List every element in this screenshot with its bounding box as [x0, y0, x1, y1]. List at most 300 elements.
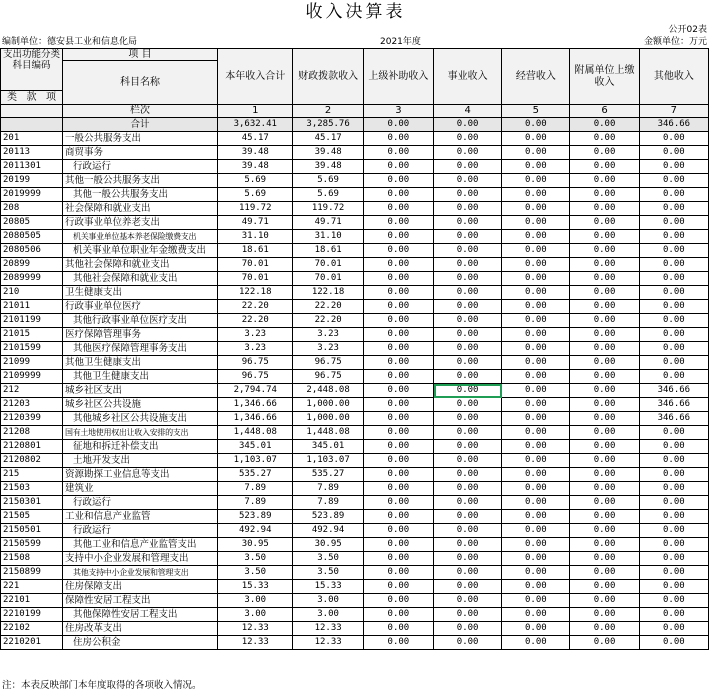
value-cell[interactable]: 0.00 — [363, 384, 433, 398]
value-cell[interactable]: 12.33 — [293, 622, 363, 636]
subject-name-cell[interactable]: 医疗保障管理事务 — [63, 328, 218, 342]
value-cell[interactable]: 0.00 — [502, 440, 570, 454]
subject-code-cell[interactable]: 221 — [1, 580, 63, 594]
value-cell[interactable]: 0.00 — [434, 440, 502, 454]
value-cell[interactable]: 1,448.08 — [293, 426, 363, 440]
value-cell[interactable]: 96.75 — [293, 356, 363, 370]
value-cell[interactable]: 30.95 — [218, 538, 293, 552]
value-cell[interactable]: 0.00 — [639, 160, 708, 174]
value-cell[interactable]: 0.00 — [363, 272, 433, 286]
value-cell[interactable]: 0.00 — [639, 552, 708, 566]
value-cell[interactable]: 0.00 — [570, 622, 639, 636]
value-cell[interactable]: 1,346.66 — [218, 412, 293, 426]
value-cell[interactable]: 5.69 — [218, 188, 293, 202]
value-cell[interactable]: 0.00 — [363, 426, 433, 440]
value-cell[interactable]: 0.00 — [363, 132, 433, 146]
value-cell[interactable]: 0.00 — [570, 272, 639, 286]
value-cell[interactable]: 39.48 — [293, 146, 363, 160]
value-cell[interactable]: 0.00 — [502, 300, 570, 314]
value-cell[interactable]: 0.00 — [363, 230, 433, 244]
subject-code-cell[interactable]: 2101599 — [1, 342, 63, 356]
value-cell[interactable]: 0.00 — [434, 552, 502, 566]
value-cell[interactable]: 0.00 — [570, 566, 639, 580]
value-cell[interactable]: 0.00 — [639, 370, 708, 384]
subject-name-cell[interactable]: 行政运行 — [63, 496, 218, 510]
value-cell[interactable]: 0.00 — [363, 258, 433, 272]
total-cell[interactable]: 3,285.76 — [293, 118, 363, 132]
value-cell[interactable]: 22.20 — [218, 314, 293, 328]
value-cell[interactable]: 39.48 — [293, 160, 363, 174]
value-cell[interactable]: 0.00 — [434, 580, 502, 594]
total-code-cell[interactable] — [1, 118, 63, 132]
value-cell[interactable]: 0.00 — [363, 202, 433, 216]
subject-code-cell[interactable]: 2210199 — [1, 608, 63, 622]
value-cell[interactable]: 0.00 — [434, 146, 502, 160]
value-cell[interactable]: 70.01 — [293, 272, 363, 286]
value-cell[interactable]: 5.69 — [293, 188, 363, 202]
value-cell[interactable]: 0.00 — [570, 580, 639, 594]
subject-code-cell[interactable]: 2109999 — [1, 370, 63, 384]
value-cell[interactable]: 0.00 — [502, 258, 570, 272]
value-cell[interactable]: 18.61 — [218, 244, 293, 258]
value-cell[interactable]: 15.33 — [293, 580, 363, 594]
value-cell[interactable]: 0.00 — [434, 300, 502, 314]
value-cell[interactable]: 0.00 — [502, 356, 570, 370]
value-cell[interactable]: 1,000.00 — [293, 398, 363, 412]
subject-code-cell[interactable]: 215 — [1, 468, 63, 482]
value-cell[interactable]: 0.00 — [502, 538, 570, 552]
value-cell[interactable]: 0.00 — [502, 594, 570, 608]
value-cell[interactable]: 7.89 — [218, 496, 293, 510]
value-cell[interactable]: 7.89 — [218, 482, 293, 496]
subject-name-cell[interactable]: 机关事业单位职业年金缴费支出 — [63, 244, 218, 258]
subject-name-cell[interactable]: 保障性安居工程支出 — [63, 594, 218, 608]
value-cell[interactable]: 0.00 — [434, 230, 502, 244]
value-cell[interactable]: 0.00 — [502, 412, 570, 426]
subject-code-cell[interactable]: 21505 — [1, 510, 63, 524]
value-cell[interactable]: 0.00 — [639, 440, 708, 454]
value-cell[interactable]: 0.00 — [363, 300, 433, 314]
value-cell[interactable]: 0.00 — [434, 482, 502, 496]
value-cell[interactable]: 3.00 — [218, 608, 293, 622]
value-cell[interactable]: 7.89 — [293, 482, 363, 496]
subject-name-cell[interactable]: 工业和信息产业监管 — [63, 510, 218, 524]
value-cell[interactable]: 346.66 — [639, 384, 708, 398]
value-cell[interactable]: 0.00 — [363, 356, 433, 370]
total-cell[interactable]: 0.00 — [434, 118, 502, 132]
subject-code-cell[interactable]: 21011 — [1, 300, 63, 314]
value-cell[interactable]: 0.00 — [639, 594, 708, 608]
value-cell[interactable]: 1,000.00 — [293, 412, 363, 426]
value-cell[interactable]: 3.50 — [293, 566, 363, 580]
value-cell[interactable]: 0.00 — [434, 244, 502, 258]
value-cell[interactable]: 96.75 — [293, 370, 363, 384]
value-cell[interactable]: 0.00 — [434, 636, 502, 650]
value-cell[interactable]: 0.00 — [434, 468, 502, 482]
value-cell[interactable]: 0.00 — [363, 454, 433, 468]
value-cell[interactable]: 0.00 — [639, 580, 708, 594]
subject-name-cell[interactable]: 城乡社区公共设施 — [63, 398, 218, 412]
value-cell[interactable]: 0.00 — [502, 314, 570, 328]
value-cell[interactable]: 45.17 — [218, 132, 293, 146]
value-cell[interactable]: 0.00 — [570, 132, 639, 146]
value-cell[interactable]: 0.00 — [502, 552, 570, 566]
value-cell[interactable]: 0.00 — [639, 468, 708, 482]
value-cell[interactable]: 0.00 — [363, 524, 433, 538]
subject-code-cell[interactable]: 2101199 — [1, 314, 63, 328]
value-cell[interactable]: 0.00 — [639, 482, 708, 496]
value-cell[interactable]: 0.00 — [502, 384, 570, 398]
value-cell[interactable]: 0.00 — [363, 370, 433, 384]
subject-code-cell[interactable]: 20805 — [1, 216, 63, 230]
subject-code-cell[interactable]: 22102 — [1, 622, 63, 636]
value-cell[interactable]: 0.00 — [363, 216, 433, 230]
value-cell[interactable]: 0.00 — [639, 328, 708, 342]
value-cell[interactable]: 70.01 — [218, 258, 293, 272]
value-cell[interactable]: 346.66 — [639, 412, 708, 426]
value-cell[interactable]: 96.75 — [218, 370, 293, 384]
value-cell[interactable]: 15.33 — [218, 580, 293, 594]
value-cell[interactable]: 0.00 — [502, 468, 570, 482]
subject-code-cell[interactable]: 2019999 — [1, 188, 63, 202]
value-cell[interactable]: 0.00 — [363, 496, 433, 510]
value-cell[interactable]: 0.00 — [639, 538, 708, 552]
value-cell[interactable]: 3.00 — [293, 594, 363, 608]
value-cell[interactable]: 0.00 — [639, 258, 708, 272]
value-cell[interactable]: 0.00 — [434, 132, 502, 146]
value-cell[interactable]: 0.00 — [639, 314, 708, 328]
value-cell[interactable]: 0.00 — [502, 580, 570, 594]
value-cell[interactable]: 0.00 — [502, 146, 570, 160]
value-cell[interactable]: 0.00 — [570, 454, 639, 468]
value-cell[interactable]: 0.00 — [434, 258, 502, 272]
subject-name-cell[interactable]: 卫生健康支出 — [63, 286, 218, 300]
value-cell[interactable]: 0.00 — [570, 174, 639, 188]
value-cell[interactable]: 0.00 — [434, 608, 502, 622]
value-cell[interactable]: 0.00 — [434, 594, 502, 608]
subject-name-cell[interactable]: 行政事业单位医疗 — [63, 300, 218, 314]
subject-name-cell[interactable]: 行政事业单位养老支出 — [63, 216, 218, 230]
value-cell[interactable]: 346.66 — [639, 398, 708, 412]
subject-name-cell[interactable]: 一般公共服务支出 — [63, 132, 218, 146]
total-label[interactable]: 合计 — [63, 118, 218, 132]
subject-name-cell[interactable]: 支持中小企业发展和管理支出 — [63, 552, 218, 566]
value-cell[interactable]: 0.00 — [434, 202, 502, 216]
value-cell[interactable]: 5.69 — [218, 174, 293, 188]
total-cell[interactable]: 0.00 — [502, 118, 570, 132]
value-cell[interactable]: 0.00 — [570, 524, 639, 538]
value-cell[interactable]: 96.75 — [218, 356, 293, 370]
value-cell[interactable]: 0.00 — [434, 328, 502, 342]
value-cell[interactable]: 0.00 — [570, 608, 639, 622]
value-cell[interactable]: 0.00 — [363, 566, 433, 580]
value-cell[interactable]: 0.00 — [570, 230, 639, 244]
value-cell[interactable]: 0.00 — [570, 398, 639, 412]
value-cell[interactable]: 0.00 — [502, 244, 570, 258]
value-cell[interactable]: 0.00 — [363, 188, 433, 202]
subject-name-cell[interactable]: 商贸事务 — [63, 146, 218, 160]
value-cell[interactable]: 3.23 — [218, 328, 293, 342]
value-cell[interactable]: 0.00 — [502, 426, 570, 440]
value-cell[interactable]: 523.89 — [218, 510, 293, 524]
value-cell[interactable]: 0.00 — [434, 398, 502, 412]
subject-name-cell[interactable]: 其他城乡社区公共设施支出 — [63, 412, 218, 426]
value-cell[interactable]: 0.00 — [570, 160, 639, 174]
value-cell[interactable]: 0.00 — [502, 286, 570, 300]
value-cell[interactable]: 0.00 — [639, 524, 708, 538]
value-cell[interactable]: 12.33 — [293, 636, 363, 650]
value-cell[interactable]: 49.71 — [293, 216, 363, 230]
value-cell[interactable]: 0.00 — [570, 314, 639, 328]
value-cell[interactable]: 492.94 — [218, 524, 293, 538]
value-cell[interactable]: 0.00 — [363, 160, 433, 174]
subject-code-cell[interactable]: 2150599 — [1, 538, 63, 552]
value-cell[interactable]: 0.00 — [434, 174, 502, 188]
value-cell[interactable]: 0.00 — [570, 440, 639, 454]
value-cell[interactable]: 0.00 — [434, 314, 502, 328]
value-cell[interactable]: 523.89 — [293, 510, 363, 524]
value-cell[interactable]: 1,103.07 — [293, 454, 363, 468]
subject-name-cell[interactable]: 其他一般公共服务支出 — [63, 174, 218, 188]
value-cell[interactable]: 0.00 — [639, 496, 708, 510]
value-cell[interactable]: 0.00 — [502, 370, 570, 384]
subject-code-cell[interactable]: 210 — [1, 286, 63, 300]
subject-code-cell[interactable]: 21208 — [1, 426, 63, 440]
subject-name-cell[interactable]: 其他保障性安居工程支出 — [63, 608, 218, 622]
value-cell[interactable]: 0.00 — [363, 622, 433, 636]
value-cell[interactable]: 2,794.74 — [218, 384, 293, 398]
value-cell[interactable]: 0.00 — [363, 412, 433, 426]
value-cell[interactable]: 0.00 — [363, 510, 433, 524]
subject-code-cell[interactable]: 22101 — [1, 594, 63, 608]
subject-name-cell[interactable]: 其他行政事业单位医疗支出 — [63, 314, 218, 328]
value-cell[interactable]: 0.00 — [570, 552, 639, 566]
value-cell[interactable]: 0.00 — [570, 216, 639, 230]
subject-name-cell[interactable]: 国有土地使用权出让收入安排的支出 — [63, 426, 218, 440]
value-cell[interactable]: 345.01 — [218, 440, 293, 454]
value-cell[interactable]: 119.72 — [218, 202, 293, 216]
value-cell[interactable]: 0.00 — [502, 608, 570, 622]
subject-name-cell[interactable]: 行政运行 — [63, 524, 218, 538]
value-cell[interactable]: 0.00 — [639, 202, 708, 216]
value-cell[interactable]: 0.00 — [639, 146, 708, 160]
value-cell[interactable]: 0.00 — [639, 230, 708, 244]
value-cell[interactable]: 0.00 — [502, 188, 570, 202]
subject-code-cell[interactable]: 2150501 — [1, 524, 63, 538]
value-cell[interactable]: 0.00 — [363, 468, 433, 482]
value-cell[interactable]: 0.00 — [639, 188, 708, 202]
subject-name-cell[interactable]: 住房公积金 — [63, 636, 218, 650]
value-cell[interactable]: 1,103.07 — [218, 454, 293, 468]
value-cell[interactable]: 0.00 — [434, 566, 502, 580]
value-cell[interactable]: 0.00 — [570, 328, 639, 342]
value-cell[interactable]: 0.00 — [570, 384, 639, 398]
value-cell[interactable]: 122.18 — [293, 286, 363, 300]
subject-code-cell[interactable]: 212 — [1, 384, 63, 398]
value-cell[interactable]: 122.18 — [218, 286, 293, 300]
subject-name-cell[interactable]: 行政运行 — [63, 160, 218, 174]
value-cell[interactable]: 0.00 — [502, 328, 570, 342]
value-cell[interactable]: 0.00 — [502, 622, 570, 636]
value-cell[interactable]: 0.00 — [363, 174, 433, 188]
value-cell[interactable]: 31.10 — [218, 230, 293, 244]
value-cell[interactable]: 0.00 — [363, 636, 433, 650]
value-cell[interactable]: 0.00 — [363, 328, 433, 342]
subject-code-cell[interactable]: 208 — [1, 202, 63, 216]
value-cell[interactable]: 0.00 — [570, 146, 639, 160]
value-cell[interactable]: 0.00 — [363, 594, 433, 608]
value-cell[interactable]: 0.00 — [502, 566, 570, 580]
value-cell[interactable]: 0.00 — [434, 356, 502, 370]
subject-code-cell[interactable]: 21099 — [1, 356, 63, 370]
subject-code-cell[interactable]: 21503 — [1, 482, 63, 496]
value-cell[interactable]: 3.00 — [293, 608, 363, 622]
value-cell[interactable]: 7.89 — [293, 496, 363, 510]
subject-code-cell[interactable]: 2150899 — [1, 566, 63, 580]
subject-name-cell[interactable]: 机关事业单位基本养老保险缴费支出 — [63, 230, 218, 244]
value-cell[interactable]: 0.00 — [434, 342, 502, 356]
value-cell[interactable]: 0.00 — [502, 636, 570, 650]
value-cell[interactable]: 0.00 — [502, 482, 570, 496]
value-cell[interactable]: 0.00 — [502, 272, 570, 286]
value-cell[interactable]: 3.23 — [293, 328, 363, 342]
value-cell[interactable]: 0.00 — [363, 244, 433, 258]
subject-code-cell[interactable]: 2150301 — [1, 496, 63, 510]
total-cell[interactable]: 346.66 — [639, 118, 708, 132]
subject-name-cell[interactable]: 住房保障支出 — [63, 580, 218, 594]
value-cell[interactable]: 0.00 — [570, 538, 639, 552]
subject-code-cell[interactable]: 2210201 — [1, 636, 63, 650]
value-cell[interactable]: 0.00 — [570, 594, 639, 608]
value-cell[interactable]: 492.94 — [293, 524, 363, 538]
subject-name-cell[interactable]: 社会保障和就业支出 — [63, 202, 218, 216]
subject-code-cell[interactable]: 20899 — [1, 258, 63, 272]
value-cell[interactable]: 39.48 — [218, 146, 293, 160]
total-cell[interactable]: 0.00 — [363, 118, 433, 132]
value-cell[interactable]: 0.00 — [639, 174, 708, 188]
subject-code-cell[interactable]: 2120801 — [1, 440, 63, 454]
value-cell[interactable]: 0.00 — [639, 426, 708, 440]
value-cell[interactable]: 0.00 — [570, 482, 639, 496]
value-cell[interactable]: 0.00 — [502, 132, 570, 146]
value-cell[interactable]: 0.00 — [639, 286, 708, 300]
value-cell[interactable]: 31.10 — [293, 230, 363, 244]
value-cell[interactable]: 2,448.08 — [293, 384, 363, 398]
value-cell[interactable]: 0.00 — [434, 384, 502, 398]
value-cell[interactable]: 0.00 — [502, 202, 570, 216]
value-cell[interactable]: 12.33 — [218, 622, 293, 636]
value-cell[interactable]: 3.00 — [218, 594, 293, 608]
total-cell[interactable]: 3,632.41 — [218, 118, 293, 132]
value-cell[interactable]: 0.00 — [363, 314, 433, 328]
value-cell[interactable]: 5.69 — [293, 174, 363, 188]
subject-name-cell[interactable]: 其他卫生健康支出 — [63, 370, 218, 384]
value-cell[interactable]: 45.17 — [293, 132, 363, 146]
subject-name-cell[interactable]: 其他一般公共服务支出 — [63, 188, 218, 202]
subject-code-cell[interactable]: 20199 — [1, 174, 63, 188]
value-cell[interactable]: 0.00 — [570, 636, 639, 650]
value-cell[interactable]: 0.00 — [570, 426, 639, 440]
value-cell[interactable]: 70.01 — [218, 272, 293, 286]
value-cell[interactable]: 0.00 — [434, 496, 502, 510]
value-cell[interactable]: 0.00 — [639, 454, 708, 468]
value-cell[interactable]: 0.00 — [502, 216, 570, 230]
value-cell[interactable]: 0.00 — [570, 412, 639, 426]
value-cell[interactable]: 0.00 — [434, 412, 502, 426]
subject-code-cell[interactable]: 2011301 — [1, 160, 63, 174]
value-cell[interactable]: 0.00 — [639, 272, 708, 286]
total-cell[interactable]: 0.00 — [570, 118, 639, 132]
value-cell[interactable]: 0.00 — [502, 454, 570, 468]
subject-name-cell[interactable]: 其他工业和信息产业监管支出 — [63, 538, 218, 552]
subject-name-cell[interactable]: 住房改革支出 — [63, 622, 218, 636]
subject-name-cell[interactable]: 其他社会保障和就业支出 — [63, 258, 218, 272]
subject-name-cell[interactable]: 征地和拆迁补偿支出 — [63, 440, 218, 454]
subject-name-cell[interactable]: 其他社会保障和就业支出 — [63, 272, 218, 286]
value-cell[interactable]: 0.00 — [363, 608, 433, 622]
value-cell[interactable]: 70.01 — [293, 258, 363, 272]
value-cell[interactable]: 0.00 — [502, 160, 570, 174]
value-cell[interactable]: 0.00 — [363, 538, 433, 552]
value-cell[interactable]: 535.27 — [293, 468, 363, 482]
subject-name-cell[interactable]: 城乡社区支出 — [63, 384, 218, 398]
subject-code-cell[interactable]: 2089999 — [1, 272, 63, 286]
value-cell[interactable]: 30.95 — [293, 538, 363, 552]
value-cell[interactable]: 0.00 — [363, 146, 433, 160]
value-cell[interactable]: 0.00 — [570, 342, 639, 356]
value-cell[interactable]: 0.00 — [363, 580, 433, 594]
value-cell[interactable]: 0.00 — [363, 398, 433, 412]
subject-code-cell[interactable]: 21508 — [1, 552, 63, 566]
value-cell[interactable]: 0.00 — [639, 566, 708, 580]
value-cell[interactable]: 0.00 — [570, 510, 639, 524]
value-cell[interactable]: 0.00 — [434, 524, 502, 538]
value-cell[interactable]: 0.00 — [434, 538, 502, 552]
subject-name-cell[interactable]: 其他卫生健康支出 — [63, 356, 218, 370]
subject-code-cell[interactable]: 2120399 — [1, 412, 63, 426]
value-cell[interactable]: 0.00 — [434, 510, 502, 524]
subject-name-cell[interactable]: 其他医疗保障管理事务支出 — [63, 342, 218, 356]
value-cell[interactable]: 12.33 — [218, 636, 293, 650]
value-cell[interactable]: 0.00 — [434, 370, 502, 384]
value-cell[interactable]: 0.00 — [434, 454, 502, 468]
value-cell[interactable]: 0.00 — [502, 398, 570, 412]
value-cell[interactable]: 0.00 — [363, 286, 433, 300]
value-cell[interactable]: 0.00 — [639, 510, 708, 524]
value-cell[interactable]: 0.00 — [434, 188, 502, 202]
value-cell[interactable]: 0.00 — [434, 160, 502, 174]
value-cell[interactable]: 0.00 — [502, 510, 570, 524]
value-cell[interactable]: 0.00 — [639, 244, 708, 258]
subject-name-cell[interactable]: 其他支持中小企业发展和管理支出 — [63, 566, 218, 580]
subject-code-cell[interactable]: 2080505 — [1, 230, 63, 244]
value-cell[interactable]: 0.00 — [639, 636, 708, 650]
subject-code-cell[interactable]: 20113 — [1, 146, 63, 160]
value-cell[interactable]: 0.00 — [434, 622, 502, 636]
value-cell[interactable]: 49.71 — [218, 216, 293, 230]
value-cell[interactable]: 3.50 — [293, 552, 363, 566]
value-cell[interactable]: 0.00 — [639, 622, 708, 636]
value-cell[interactable]: 535.27 — [218, 468, 293, 482]
value-cell[interactable]: 0.00 — [363, 440, 433, 454]
value-cell[interactable]: 0.00 — [363, 482, 433, 496]
value-cell[interactable]: 0.00 — [570, 258, 639, 272]
value-cell[interactable]: 0.00 — [434, 216, 502, 230]
value-cell[interactable]: 0.00 — [502, 524, 570, 538]
subject-code-cell[interactable]: 21015 — [1, 328, 63, 342]
subject-code-cell[interactable]: 201 — [1, 132, 63, 146]
subject-code-cell[interactable]: 2120802 — [1, 454, 63, 468]
